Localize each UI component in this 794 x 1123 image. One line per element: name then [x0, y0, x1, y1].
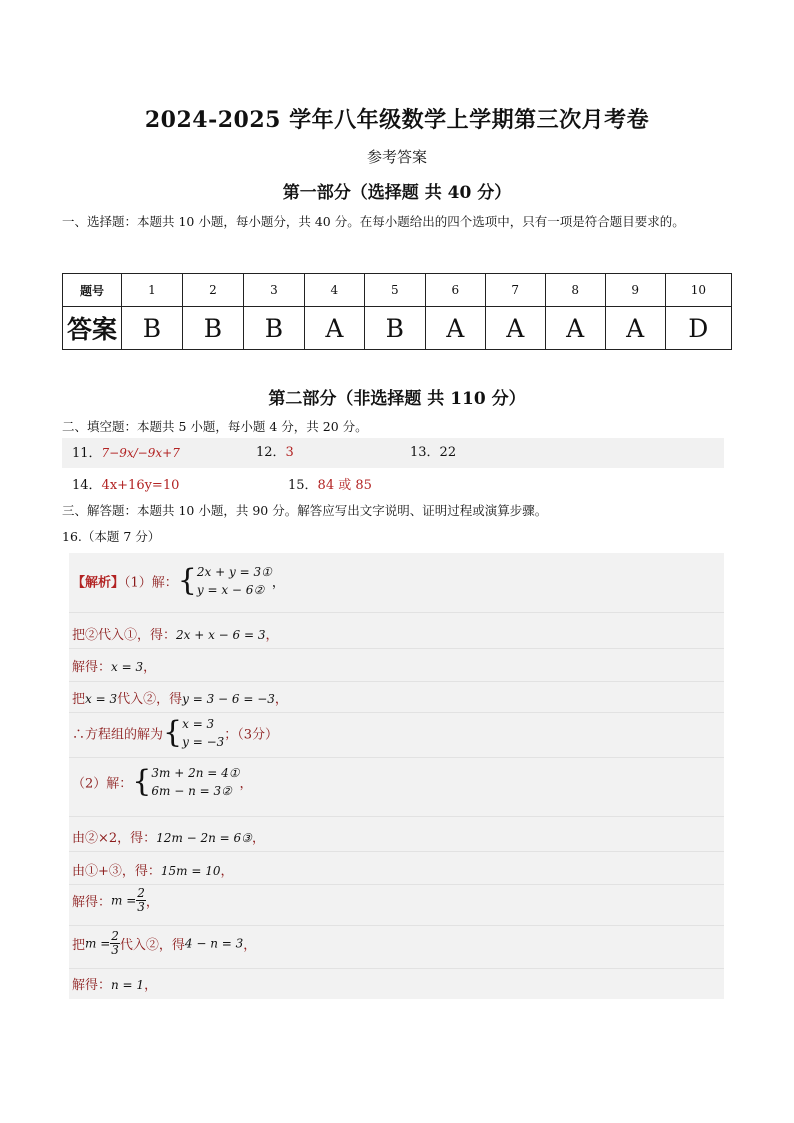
step-text: 由①+③，得： — [72, 864, 161, 879]
fill-instructions: 二、填空题：本题共 5 小题，每小题 4 分，共 20 分。 — [62, 419, 368, 434]
answer-cell: B — [122, 307, 183, 350]
step-math: m = — [111, 893, 137, 908]
equation-system — [182, 715, 224, 751]
step-text: 解得： — [72, 660, 112, 675]
solution-line — [72, 887, 159, 914]
divider — [69, 681, 724, 682]
solve-instructions: 三、解答题：本题共 10 小题，共 90 分。解答应写出文字说明、证明过程或演算步骤。 — [62, 503, 548, 518]
step-text: 代入②，得 — [119, 938, 185, 953]
answer-cell: A — [485, 307, 545, 350]
answer-row — [63, 307, 732, 350]
punctuation: ， — [144, 978, 158, 993]
step-text: 代入②，得 — [117, 692, 183, 707]
fill-answer: 7−9x/−9x+7 — [101, 446, 180, 460]
step-text: 把②代入①，得： — [72, 628, 177, 643]
fill-answer: 3 — [285, 445, 294, 460]
question-number: 7 — [485, 274, 545, 307]
step-math: n = 1 — [111, 978, 145, 992]
question-number: 1 — [122, 274, 183, 307]
punctuation: ， — [251, 831, 265, 846]
page-title: 2024-2025 学年八年级数学上学期第三次月考卷 — [144, 107, 650, 133]
equation: 6m − n = 3② — [151, 784, 232, 798]
answer-cell: B — [243, 307, 304, 350]
step-math: y = 3 − 6 = −3 — [182, 692, 275, 706]
brace-icon: { — [163, 715, 183, 750]
punctuation: ， — [243, 938, 257, 953]
question-number-row — [63, 274, 732, 307]
step-text: 解得： — [72, 895, 112, 910]
question-number: 3 — [243, 274, 304, 307]
fill-row-1 — [62, 438, 724, 468]
step-text: 由②×2，得： — [72, 831, 157, 846]
fill-item-14 — [72, 471, 179, 501]
fill-answer: 22 — [439, 445, 457, 460]
step-text: 解得： — [72, 978, 112, 993]
step-text: 把 — [72, 938, 86, 953]
brace-icon: { — [177, 563, 197, 598]
question-number: 10 — [665, 274, 731, 307]
answer-cell: A — [605, 307, 665, 350]
step-math: x = 3 — [85, 692, 118, 706]
fraction — [110, 930, 120, 957]
fill-row-2 — [62, 471, 724, 501]
fill-item-12 — [256, 438, 294, 468]
punctuation: ， — [145, 895, 159, 910]
divider — [69, 648, 724, 649]
fraction-numerator: 2 — [137, 886, 145, 900]
fill-number: 14． — [72, 478, 102, 493]
fill-number: 15． — [288, 478, 318, 493]
question-number: 8 — [545, 274, 605, 307]
divider — [69, 851, 724, 852]
question-number: 4 — [304, 274, 364, 307]
solution-part2-system — [72, 764, 253, 800]
part1-instructions: 一、选择题：本题共 10 小题，每小题分，共 40 分。在每小题给出的四个选项中，只有一项是符合题目要求的。 — [62, 214, 685, 229]
answer-cell: A — [304, 307, 364, 350]
fill-item-11 — [72, 438, 180, 469]
divider — [69, 612, 724, 613]
answer-cell: B — [364, 307, 425, 350]
part2-heading: 第二部分（非选择题 共 110 分） — [268, 389, 526, 409]
punctuation: ， — [265, 628, 279, 643]
question-number: 5 — [364, 274, 425, 307]
punctuation: ， — [271, 575, 285, 591]
score-note: ；（3分） — [224, 727, 279, 743]
solution-line — [72, 930, 256, 957]
question-number: 6 — [425, 274, 485, 307]
equation-system — [151, 764, 239, 800]
fraction — [136, 887, 146, 914]
fill-answer: 4x+16y=10 — [101, 478, 180, 493]
punctuation: ， — [274, 692, 288, 707]
part2-label: （2）解： — [72, 776, 133, 792]
punctuation: ， — [239, 776, 253, 792]
divider — [69, 757, 724, 758]
row-label-answer: 答案 — [63, 307, 122, 350]
page-subtitle: 参考答案 — [366, 148, 427, 166]
fill-item-13 — [410, 438, 456, 468]
step-math: 2x + x − 6 = 3 — [176, 628, 266, 642]
step-math: x = 3 — [111, 660, 144, 674]
brace-icon: { — [132, 764, 152, 799]
part1-heading: 第一部分（选择题 共 40 分） — [282, 183, 512, 203]
solution-line — [72, 656, 156, 675]
fill-item-15 — [288, 471, 372, 501]
fill-answer: 84 或 85 — [317, 478, 372, 493]
equation: y = x − 6② — [196, 583, 265, 597]
fill-number: 12． — [256, 445, 286, 460]
equation: 2x + y = 3① — [196, 565, 272, 579]
punctuation: ， — [220, 864, 234, 879]
analysis-tag: 【解析】 — [72, 575, 125, 591]
step-text: 把 — [72, 692, 86, 707]
step-math: m = — [85, 936, 111, 951]
divider — [69, 968, 724, 969]
equation-system — [197, 563, 272, 599]
solution-part1-system — [72, 563, 285, 599]
answer-cell: B — [182, 307, 243, 350]
divider — [69, 712, 724, 713]
step-math: 15m = 10 — [160, 864, 221, 878]
fraction-numerator: 2 — [111, 929, 119, 943]
answer-cell: A — [425, 307, 485, 350]
divider — [69, 925, 724, 926]
solution-line — [72, 715, 278, 751]
equation: y = −3 — [182, 735, 225, 749]
step-math: 4 − n = 3 — [184, 936, 244, 951]
equation: 3m + 2n = 4① — [151, 766, 240, 780]
solution-line — [72, 624, 279, 643]
equation: x = 3 — [182, 717, 215, 731]
fill-number: 11． — [72, 446, 102, 461]
answer-table — [62, 273, 732, 350]
row-label-number: 题号 — [63, 274, 122, 307]
fraction-denominator: 3 — [137, 900, 145, 914]
part1-label: （1）解： — [124, 575, 178, 591]
fill-number: 13． — [410, 445, 440, 460]
question-16-header: 16.（本题 7 分） — [62, 529, 161, 544]
divider — [69, 816, 724, 817]
step-text: ∴方程组的解为 — [72, 727, 164, 743]
question-number: 9 — [605, 274, 665, 307]
punctuation: ， — [143, 660, 157, 675]
question-number: 2 — [182, 274, 243, 307]
solution-line — [72, 974, 157, 993]
solution-line — [72, 860, 234, 879]
answer-cell: D — [665, 307, 731, 350]
divider — [69, 884, 724, 885]
solution-line — [72, 688, 288, 707]
step-math: 12m − 2n = 6③ — [156, 831, 252, 845]
answer-cell: A — [545, 307, 605, 350]
solution-line — [72, 827, 265, 846]
fraction-denominator: 3 — [111, 943, 119, 957]
